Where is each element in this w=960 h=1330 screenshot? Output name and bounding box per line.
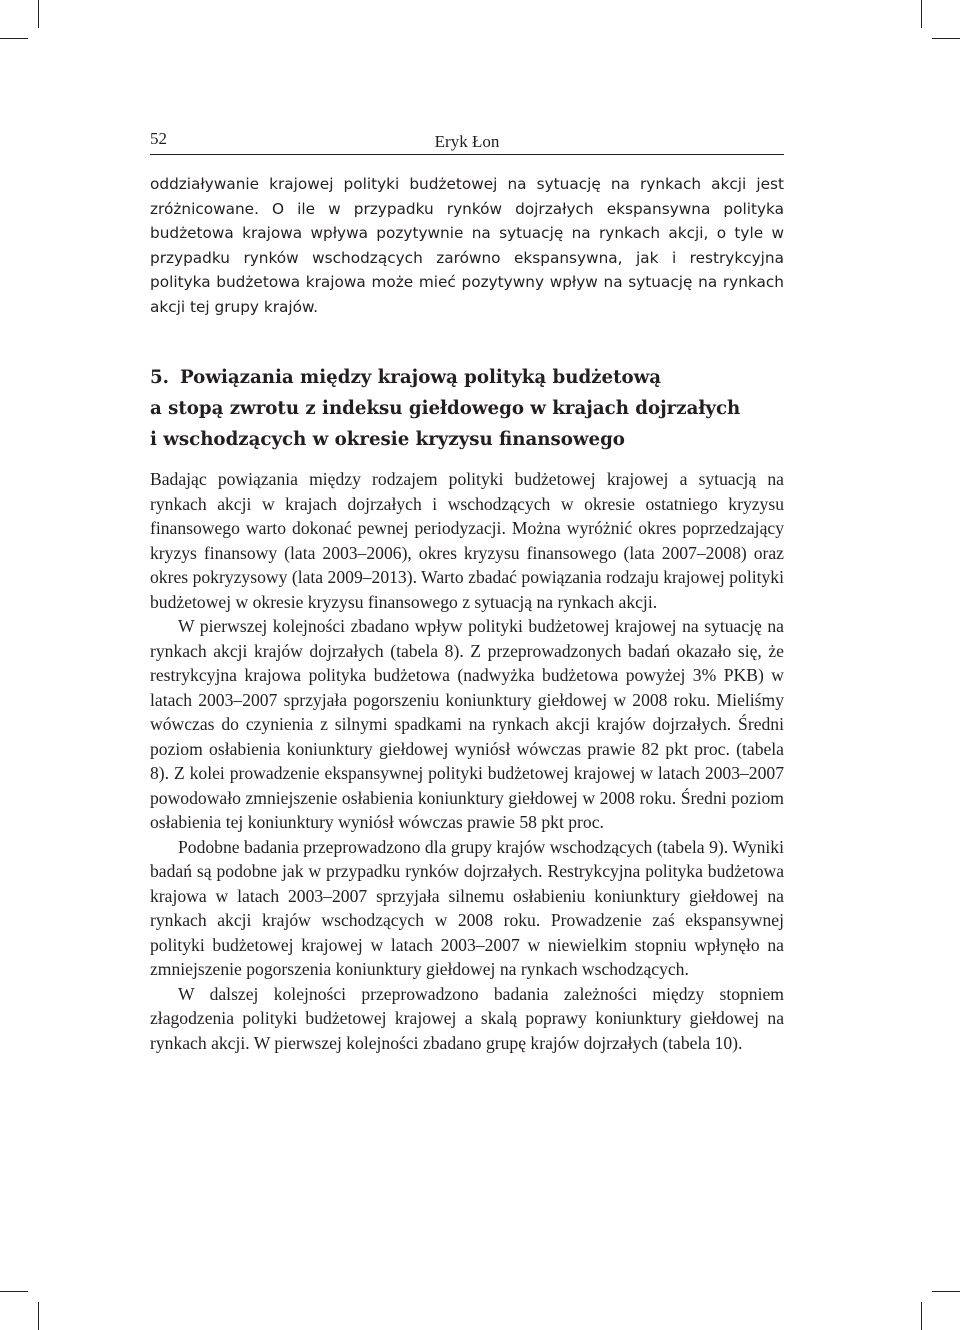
section-title-line-2: a stopą zwrotu z indeksu giełdowego w krajach dojrzałych [150, 398, 741, 419]
crop-mark-bottom-right-v [921, 1302, 922, 1330]
crop-mark-bottom-right-h [932, 1291, 960, 1292]
body-paragraph-3: Podobne badania przeprowadzono dla grupy krajów wschodzących (tabela 9). Wyniki badań są podobne jak w przypadku rynków dojrzałych. Restrykcyjna polityka budżetowa krajowa w latach 2003–2007 sprzyjała silnemu osłabieniu koniunktury giełdowej na rynkach akcji krajów wschodzących w 2008 roku. Prowadzenie zaś ekspansywnej polityki budżetowej krajowej w latach 2003–2007 w niewielkim stopniu wpłynęło na zmniejszenie pogorszenia koniunktury giełdowej na rynkach wschodzących. [150, 836, 784, 979]
section-title-line-1: 5. Powiązania między krajową polityką budżetową [150, 362, 784, 393]
crop-mark-top-right-h [932, 38, 960, 39]
page-number: 52 [150, 129, 167, 148]
section-body [150, 467, 784, 1055]
crop-mark-top-left-h [0, 38, 28, 39]
intro-paragraph: oddziaływanie krajowej polityki budżetowej na sytuację na rynkach akcji jest zróżnicowane. O ile w przypadku rynków dojrzałych ekspansywna polityka budżetowa krajowa wpływa pozytywnie na sytuację na rynkach akcji, o tyle w przypadku rynków wschodzących zarówno ekspansywna, jak i restrykcyjna polityka budżetowa krajowa może mieć pozytywny wpływ na sytuację na rynkach akcji tej grupy krajów. [150, 175, 784, 316]
body-paragraph-1: Badając powiązania między rodzajem polityki budżetowej krajowej a sytuacją na rynkach akcji w krajach dojrzałych i wschodzących w okresie ostatniego kryzysu finansowego warto dokonać pewnej periodyzacji. Można wyróżnić okres poprzedzający kryzys finansowy (lata 2003–2006), okres kryzysu finansowego (lata 2007–2008) oraz okres pokryzysowy (lata 2009–2013). Warto zbadać powiązania rodzaju krajowej polityki budżetowej w okresie kryzysu finansowego z sytuacją na rynkach akcji. [150, 469, 784, 612]
crop-mark-top-right-v [921, 0, 922, 28]
section-title-line-3: i wschodzących w okresie kryzysu finansowego [150, 429, 625, 450]
crop-mark-bottom-left-h [0, 1291, 28, 1292]
intro-text [150, 172, 784, 319]
body-paragraph-2: W pierwszej kolejności zbadano wpływ polityki budżetowej krajowej na sytuację na rynkach akcji krajów dojrzałych (tabela 8). Z przeprowadzonych badań okazało się, że restrykcyjna krajowa polityka budżetowa (nadwyżka budżetowa powyżej 3% PKB) w latach 2003–2007 sprzyjała pogorszeniu koniunktury giełdowej w 2008 roku. Mieliśmy wówczas do czynienia z silnymi spadkami na rynkach akcji krajów dojrzałych. Średni poziom osłabienia koniunktury giełdowej wyniósł wówczas prawie 82 pkt proc. (tabela 8). Z kolei prowadzenie ekspansywnej polityki budżetowej krajowej w latach 2003–2007 powodowało zmniejszenie osłabienia koniunktury giełdowej w 2008 roku. Średni poziom osłabienia tej koniunktury wyniósł wówczas prawie 58 pkt proc. [150, 616, 784, 832]
section-number: 5. [150, 367, 169, 388]
crop-mark-top-left-v [38, 0, 39, 28]
page-header [150, 128, 784, 155]
section-heading [150, 362, 784, 455]
body-paragraph-4: W dalszej kolejności przeprowadzono badania zależności między stopniem złagodzenia polityki budżetowej krajowej a skalą poprawy koniunktury giełdowej na rynkach akcji. W pierwszej kolejności zbadano grupę krajów dojrzałych (tabela 10). [150, 983, 784, 1053]
crop-mark-bottom-left-v [38, 1302, 39, 1330]
running-head-author: Eryk Łon [434, 132, 500, 151]
